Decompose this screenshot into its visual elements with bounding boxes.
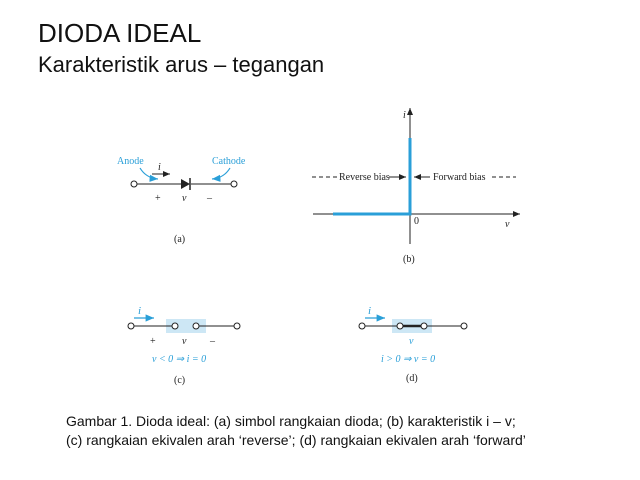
panel-a-label: (a) <box>174 234 186 245</box>
slide-subtitle: Karakteristik arus – tegangan <box>38 52 325 77</box>
current-i-label-a: i <box>158 162 161 173</box>
anode-terminal <box>131 181 137 187</box>
voltage-v-label-d: v <box>409 336 414 347</box>
voltage-v-label-a: v <box>182 193 187 204</box>
minus-sign-a: – <box>207 193 212 204</box>
node-left-c <box>172 323 178 329</box>
terminal-right-d <box>461 323 467 329</box>
reverse-bias-label: Reverse bias <box>339 172 390 183</box>
panel-d-forward-equivalent <box>359 305 467 384</box>
forward-bias-label: Forward bias <box>433 172 486 183</box>
caption-line-2: (c) rangkaian ekivalen arah ‘reverse’; (d) rangkaian ekivalen arah ‘forward’ <box>66 432 526 448</box>
v-axis-label: v <box>505 219 510 230</box>
terminal-left-d <box>359 323 365 329</box>
panel-c-reverse-equivalent <box>128 305 240 386</box>
reverse-condition: v < 0 ⇒ i = 0 <box>152 354 207 365</box>
current-i-label-c: i <box>138 305 142 317</box>
cathode-terminal <box>231 181 237 187</box>
caption-line-1: Gambar 1. Dioda ideal: (a) simbol rangkaian dioda; (b) karakteristik i – v; <box>66 413 516 429</box>
node-right-c <box>193 323 199 329</box>
plus-sign-a: + <box>155 193 161 204</box>
panel-b-iv-characteristic <box>312 108 520 265</box>
minus-sign-c: – <box>210 336 215 347</box>
terminal-right-c <box>234 323 240 329</box>
forward-condition: i > 0 ⇒ v = 0 <box>381 354 436 365</box>
origin-label: 0 <box>414 216 419 227</box>
slide-title: DIODA IDEAL <box>38 18 202 48</box>
panel-a-diode-symbol <box>117 156 246 245</box>
diode-triangle <box>181 179 190 189</box>
figure-caption <box>66 412 606 450</box>
anode-label: Anode <box>117 156 144 167</box>
panel-d-label: (d) <box>406 373 418 384</box>
voltage-v-label-c: v <box>182 336 187 347</box>
cathode-pointer-arrow <box>212 168 230 179</box>
node-left-d <box>397 323 403 329</box>
panel-b-label: (b) <box>403 254 415 265</box>
terminal-left-c <box>128 323 134 329</box>
plus-sign-c: + <box>150 336 156 347</box>
panel-c-label: (c) <box>174 375 186 386</box>
cathode-label: Cathode <box>212 156 246 167</box>
node-right-d <box>421 323 427 329</box>
current-i-label-d: i <box>368 305 372 317</box>
i-axis-label: i <box>403 110 406 121</box>
